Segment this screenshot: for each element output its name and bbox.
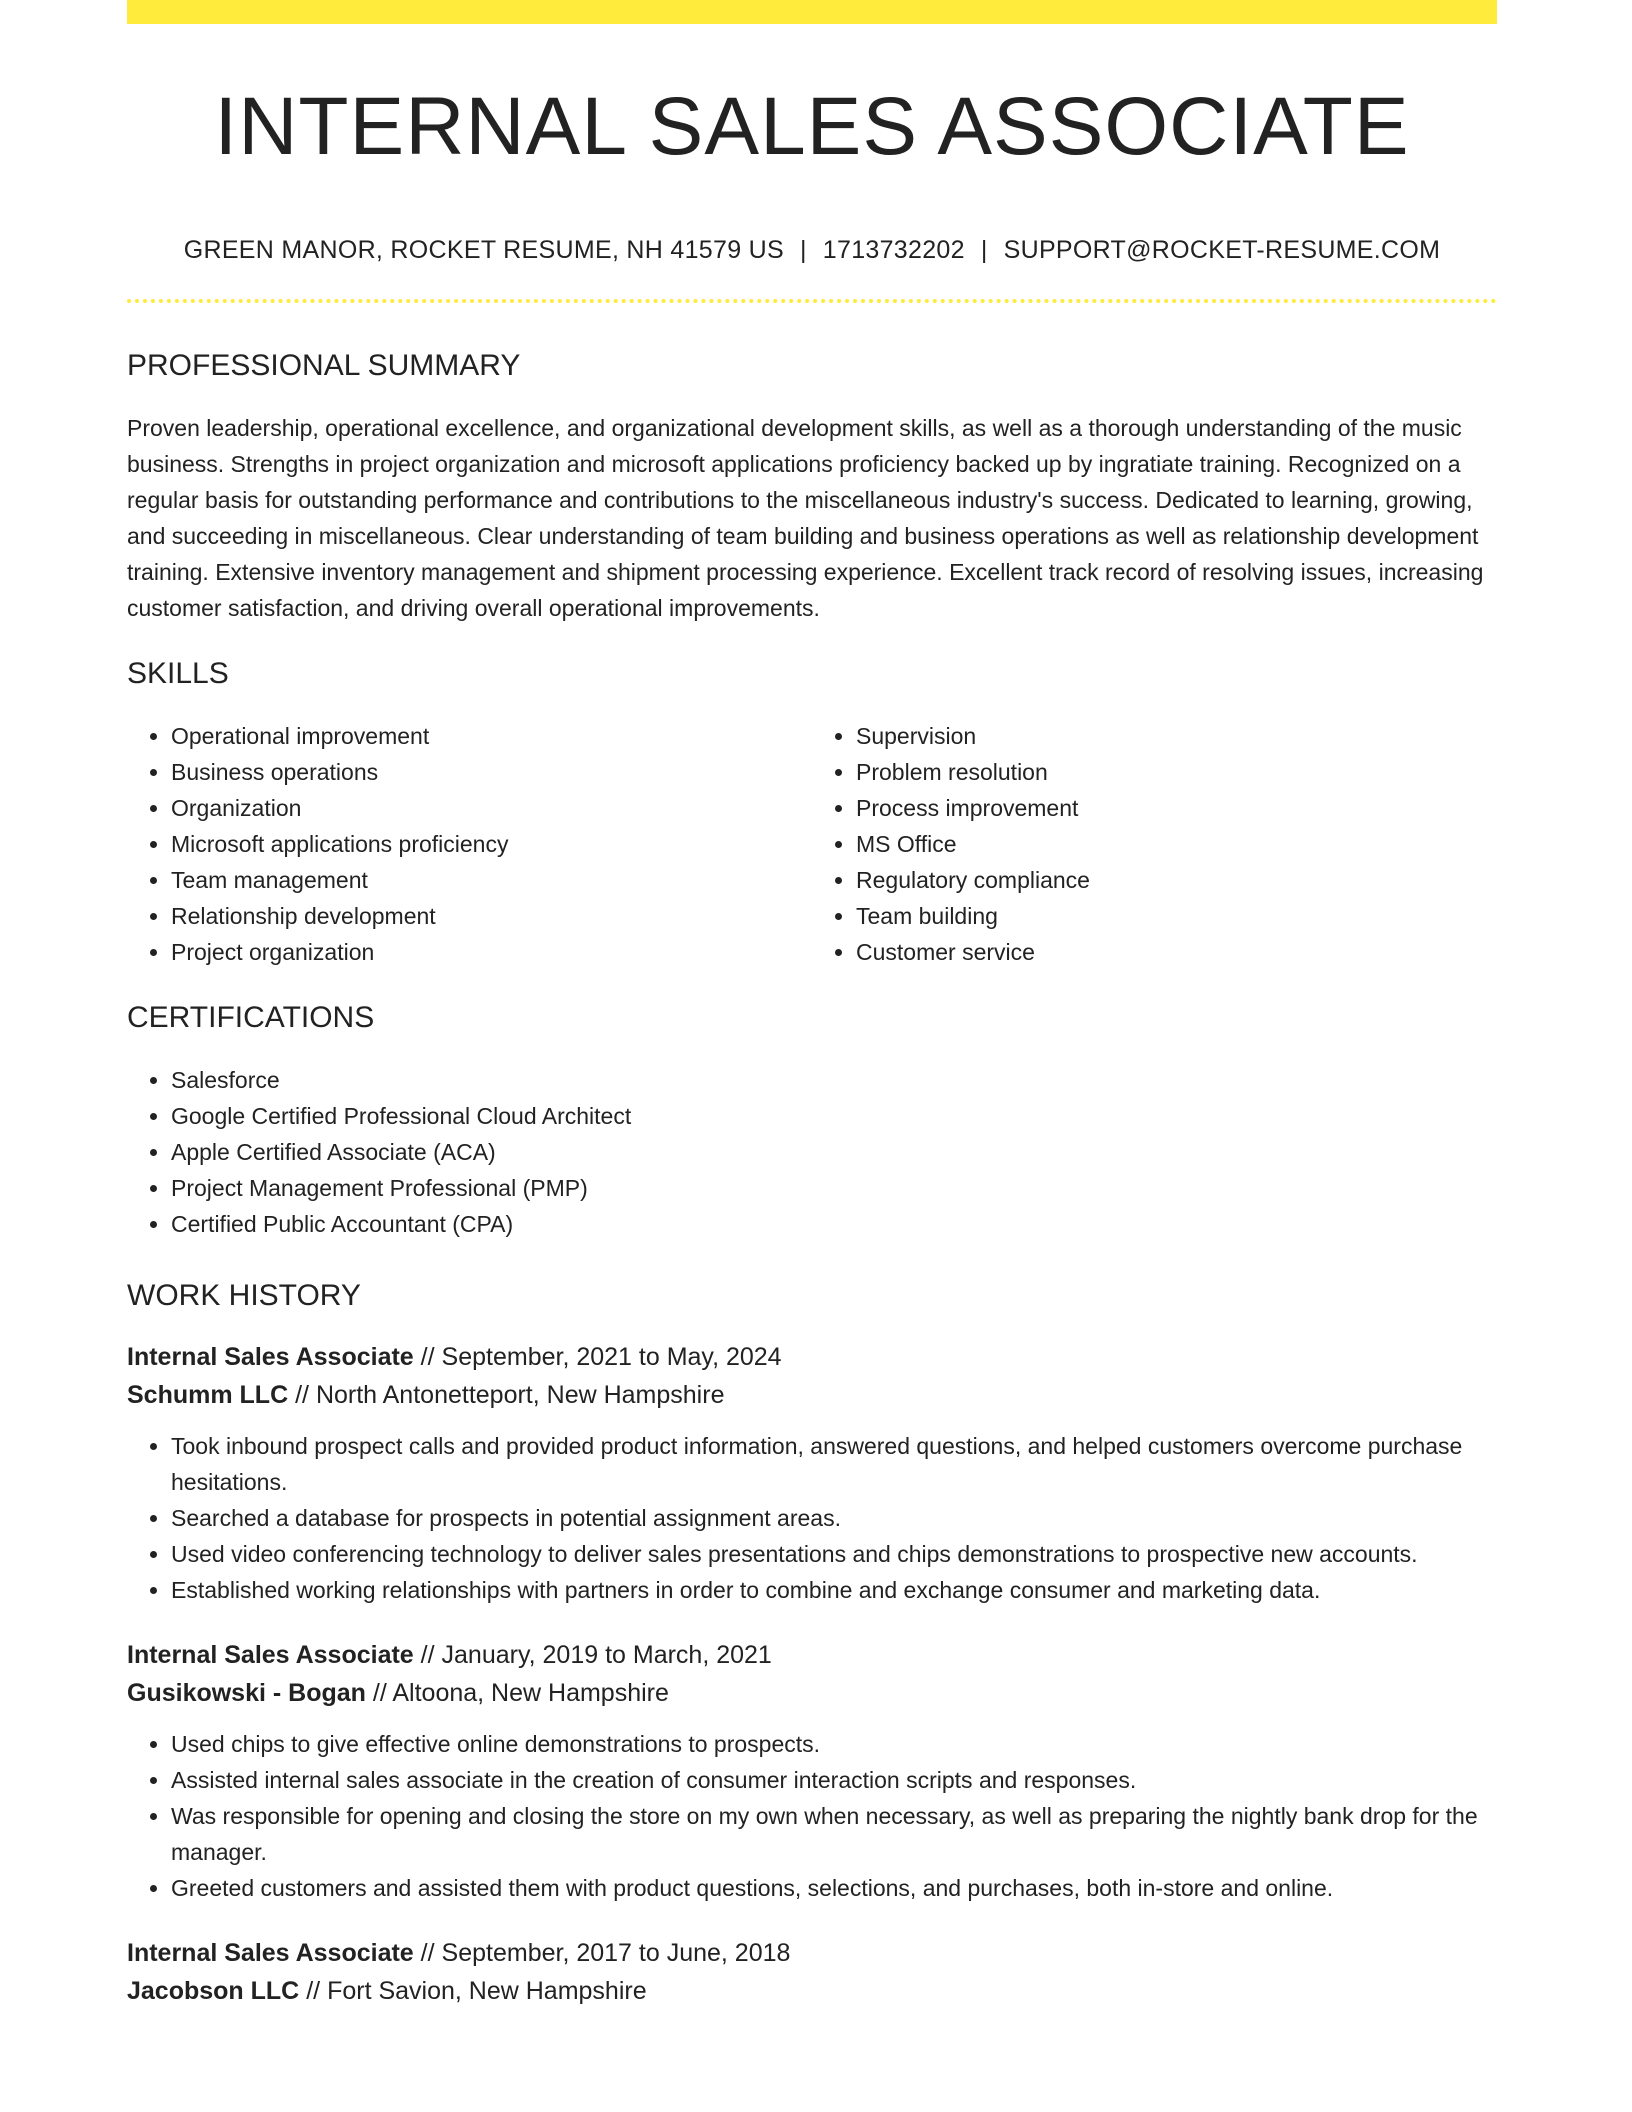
job-dates: January, 2019 to March, 2021 <box>441 1641 772 1670</box>
skill-item: • Microsoft applications proficiency <box>171 826 812 862</box>
job-company: Jacobson LLC <box>127 1977 300 2006</box>
skill-item: • Operational improvement <box>171 718 812 754</box>
skills-left-list <box>127 718 812 970</box>
job-bullet: • Used video conferencing technology to deliver sales presentations and chips demonstrations to prospective new accounts. <box>171 1536 1497 1572</box>
job-company-line <box>127 1674 1497 1712</box>
job-entry <box>127 1636 1497 1906</box>
job-separator: // <box>295 1381 309 1410</box>
certification-item: • Salesforce <box>171 1062 1497 1098</box>
skill-item: • Relationship development <box>171 898 812 934</box>
contact-separator: | <box>980 236 988 265</box>
skill-item: • Team management <box>171 862 812 898</box>
job-location: Altoona, New Hampshire <box>392 1679 669 1708</box>
certifications-list <box>127 1062 1497 1242</box>
job-bullet: • Greeted customers and assisted them with product questions, selections, and purchases, both in-store and online. <box>171 1870 1497 1906</box>
contact-address: GREEN MANOR, ROCKET RESUME, NH 41579 US <box>183 236 784 265</box>
contact-line <box>127 236 1497 265</box>
job-bullet: • Used chips to give effective online demonstrations to prospects. <box>171 1726 1497 1762</box>
job-company-line <box>127 1972 1497 2010</box>
job-bullet: • Assisted internal sales associate in the creation of consumer interaction scripts and responses. <box>171 1762 1497 1798</box>
job-title: Internal Sales Associate <box>127 1343 414 1372</box>
job-dates: September, 2021 to May, 2024 <box>441 1343 782 1372</box>
job-title-line <box>127 1636 1497 1674</box>
job-separator: // <box>306 1977 321 2006</box>
skill-item: • Process improvement <box>856 790 1497 826</box>
contact-phone: 1713732202 <box>822 236 965 265</box>
contact-email: SUPPORT@ROCKET-RESUME.COM <box>1003 236 1441 265</box>
skill-item: • Organization <box>171 790 812 826</box>
job-title: Internal Sales Associate <box>127 1641 414 1670</box>
skills-columns <box>127 718 1497 970</box>
certifications-heading: CERTIFICATIONS <box>127 1001 375 1035</box>
job-bullets <box>127 1428 1497 1608</box>
certification-item: • Certified Public Accountant (CPA) <box>171 1206 1497 1242</box>
skill-item: • Problem resolution <box>856 754 1497 790</box>
job-title-line <box>127 1934 1497 1972</box>
job-location: North Antonetteport, New Hampshire <box>315 1381 725 1410</box>
certification-item: • Apple Certified Associate (ACA) <box>171 1134 1497 1170</box>
summary-text: Proven leadership, operational excellence, and organizational development skills, as well as a thorough understanding of the music business. Strengths in project organization and microsoft applications proficiency backed up by ingratiate training. Recognized on a regular basis for outstanding performance and contributions to the miscellaneous industry's success. Dedicated to learning, growing, and succeeding in miscellaneous. Clear understanding of team building and business operations as well as relationship development training. Extensive inventory management and shipment processing experience. Excellent track record of resolving issues, increasing customer satisfaction, and driving overall operational improvements. <box>127 415 1484 622</box>
job-bullets <box>127 1726 1497 1906</box>
skill-item: • Regulatory compliance <box>856 862 1497 898</box>
job-separator: // <box>420 1641 435 1670</box>
work-history-heading: WORK HISTORY <box>127 1279 361 1313</box>
job-company-line <box>127 1376 1497 1414</box>
summary-heading: PROFESSIONAL SUMMARY <box>127 349 521 383</box>
skills-right-list <box>812 718 1497 970</box>
skill-item: • Business operations <box>171 754 812 790</box>
job-separator: // <box>420 1939 435 1968</box>
job-title: Internal Sales Associate <box>127 1939 414 1968</box>
skill-item: • Supervision <box>856 718 1497 754</box>
job-entry <box>127 1338 1497 1608</box>
certification-item: • Project Management Professional (PMP) <box>171 1170 1497 1206</box>
job-bullet: • Took inbound prospect calls and provided product information, answered questions, and helped customers overcome purchase hesitations. <box>171 1428 1497 1500</box>
skills-heading: SKILLS <box>127 657 229 691</box>
job-company: Gusikowski - Bogan <box>127 1679 366 1708</box>
job-bullet: • Established working relationships with partners in order to combine and exchange consumer and marketing data. <box>171 1572 1497 1608</box>
job-title-line <box>127 1338 1497 1376</box>
job-bullet: • Was responsible for opening and closing the store on my own when necessary, as well as preparing the nightly bank drop for the manager. <box>171 1798 1497 1870</box>
job-company: Schumm LLC <box>127 1381 289 1410</box>
job-entry <box>127 1934 1497 2010</box>
skill-item: • Project organization <box>171 934 812 970</box>
skill-item: • Customer service <box>856 934 1497 970</box>
certification-item: • Google Certified Professional Cloud Architect <box>171 1098 1497 1134</box>
skill-item: • MS Office <box>856 826 1497 862</box>
job-bullet: • Searched a database for prospects in potential assignment areas. <box>171 1500 1497 1536</box>
resume-title: INTERNAL SALES ASSOCIATE <box>214 81 1410 172</box>
dotted-divider <box>127 299 1497 303</box>
job-separator: // <box>372 1679 387 1708</box>
job-separator: // <box>420 1343 435 1372</box>
contact-separator: | <box>799 236 807 265</box>
accent-top-bar <box>127 0 1497 24</box>
resume-page <box>127 0 1497 2010</box>
job-dates: September, 2017 to June, 2018 <box>441 1939 791 1968</box>
skill-item: • Team building <box>856 898 1497 934</box>
job-location: Fort Savion, New Hampshire <box>327 1977 647 2006</box>
